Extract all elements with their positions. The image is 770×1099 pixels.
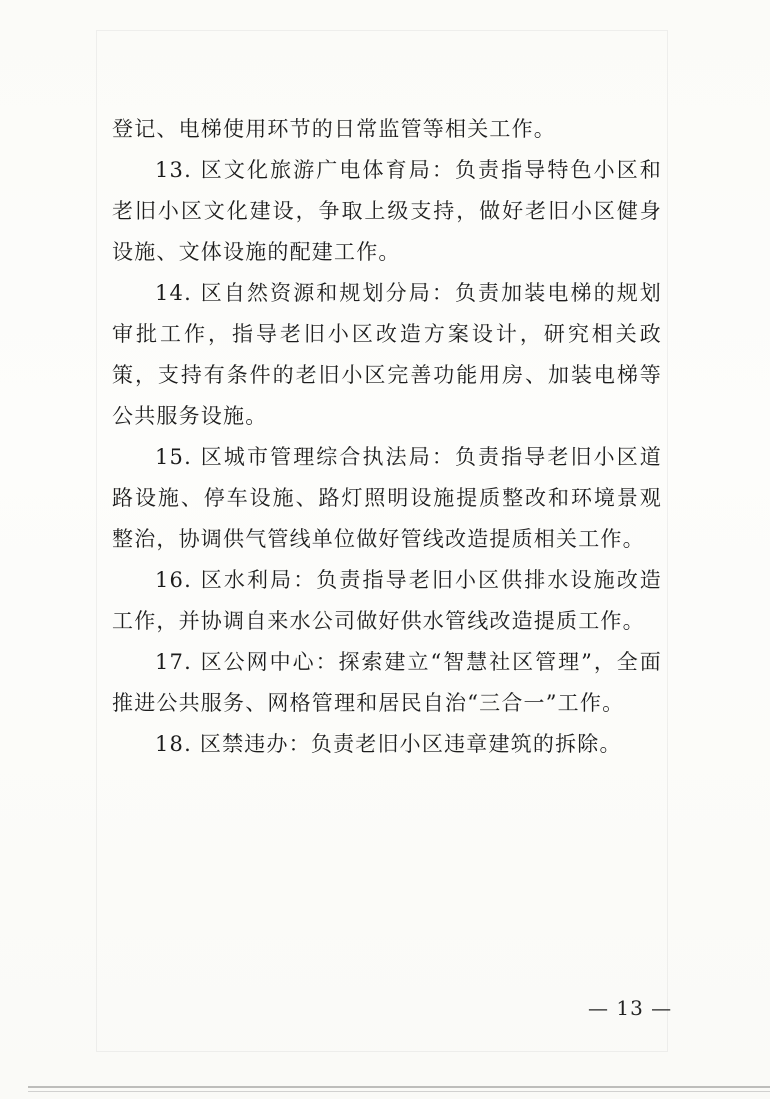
paragraph-item-17: 17. 区公网中心：探索建立“智慧社区管理”，全面推进公共服务、网格管理和居民自治“三合一”工作。 xyxy=(112,650,662,715)
paragraph-item-15: 15. 区城市管理综合执法局：负责指导老旧小区道路设施、停车设施、路灯照明设施提质整改和环境景观整治，协调供气管线单位做好管线改造提质相关工作。 xyxy=(112,445,662,551)
paragraph-continuation: 登记、电梯使用环节的日常监管等相关工作。 xyxy=(112,117,556,141)
paragraph-item-13: 13. 区文化旅游广电体育局：负责指导特色小区和老旧小区文化建设，争取上级支持，做好老旧小区健身设施、文体设施的配建工作。 xyxy=(112,158,662,264)
paragraph-item-16: 16. 区水利局：负责指导老旧小区供排水设施改造工作，并协调自来水公司做好供水管线改造提质工作。 xyxy=(112,568,662,633)
paragraph-item-14: 14. 区自然资源和规划分局：负责加装电梯的规划审批工作，指导老旧小区改造方案设计，研究相关政策，支持有条件的老旧小区完善功能用房、加装电梯等公共服务设施。 xyxy=(112,281,662,428)
scan-edge-line-secondary xyxy=(28,1091,770,1092)
scan-edge-line xyxy=(28,1086,770,1088)
document-body xyxy=(112,109,662,765)
paragraph-item-18: 18. 区禁违办：负责老旧小区违章建筑的拆除。 xyxy=(155,732,622,756)
page-number: — 13 — xyxy=(588,996,673,1020)
